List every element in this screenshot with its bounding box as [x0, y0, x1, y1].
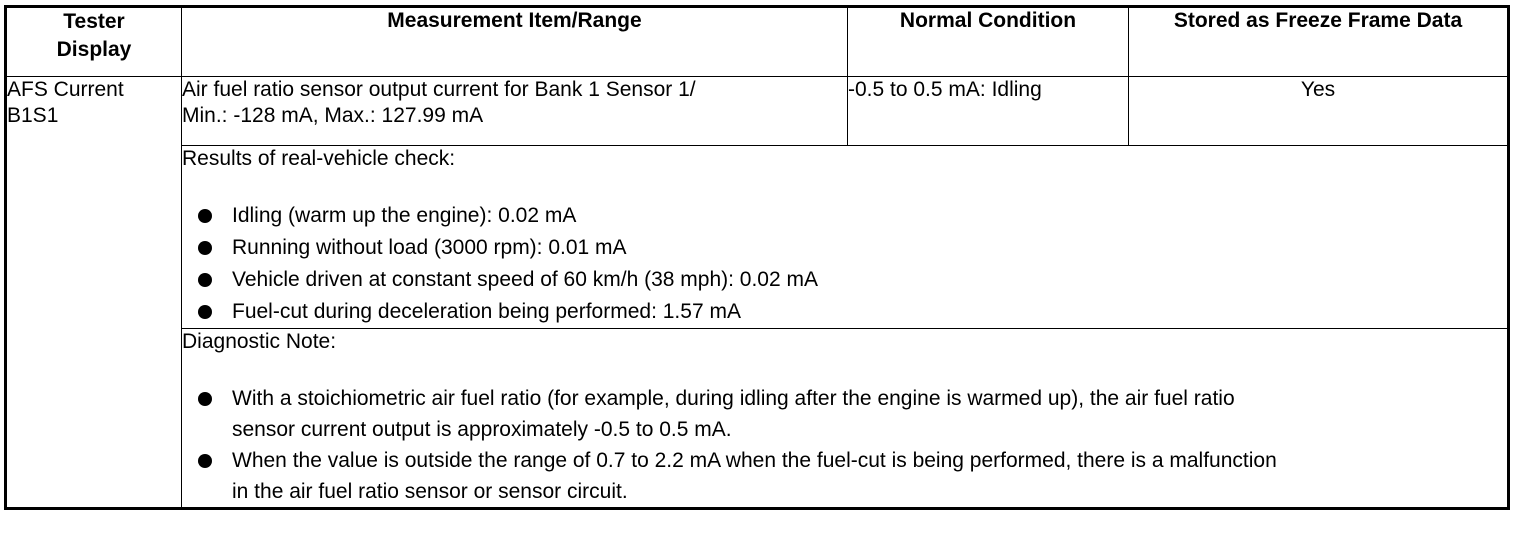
list-item-text: Vehicle driven at constant speed of 60 km/h (38 mph): 0.02 mA: [232, 268, 818, 291]
diagnostic-list: [182, 383, 1507, 507]
spec-table-wrapper: [4, 5, 1510, 510]
list-item: [182, 200, 1507, 232]
list-item: [182, 232, 1507, 264]
bullet-icon: [198, 454, 212, 468]
diagnostic-title: Diagnostic Note:: [182, 330, 337, 353]
results-cell: [182, 146, 1509, 329]
list-item: [182, 383, 1507, 445]
header-measurement-item: Measurement Item/Range: [182, 7, 848, 77]
header-stored-freeze-frame: Stored as Freeze Frame Data: [1129, 7, 1509, 77]
header-tester-display: [6, 7, 182, 77]
measurement-item-cell: [182, 77, 848, 146]
bullet-icon: [198, 392, 212, 406]
diagnostic-cell: [182, 329, 1509, 509]
list-item: [182, 264, 1507, 296]
results-title: Results of real-vehicle check:: [182, 147, 456, 170]
table-row: [6, 77, 1509, 146]
results-list: [182, 200, 1507, 328]
diagnostic-row: [6, 329, 1509, 509]
list-item-text: Running without load (3000 rpm): 0.01 mA: [232, 236, 627, 259]
list-item-text: Idling (warm up the engine): 0.02 mA: [232, 204, 577, 227]
header-normal-condition: Normal Condition: [848, 7, 1129, 77]
list-item-text-line2: sensor current output is approximately -0.5 to 0.5 mA.: [232, 418, 732, 441]
list-item-text-line2: in the air fuel ratio sensor or sensor circuit.: [232, 480, 628, 503]
bullet-icon: [198, 273, 212, 287]
header-row: [6, 7, 1509, 77]
list-item: [182, 445, 1507, 507]
measurement-item-line1: Air fuel ratio sensor output current for Bank 1 Sensor 1/: [182, 78, 696, 101]
bullet-icon: [198, 305, 212, 319]
tester-display-line2: B1S1: [7, 104, 59, 127]
bullet-icon: [198, 209, 212, 223]
header-tester-display-line2: Display: [56, 38, 132, 61]
stored-freeze-frame-cell: Yes: [1129, 77, 1509, 146]
list-item: [182, 296, 1507, 328]
bullet-icon: [198, 241, 212, 255]
measurement-item-line2: Min.: -128 mA, Max.: 127.99 mA: [182, 104, 484, 127]
data-list-table: [4, 5, 1510, 510]
list-item-text-line1: With a stoichiometric air fuel ratio (for example, during idling after the engine is warmed up), the air fuel ratio: [232, 387, 1235, 410]
list-item-text: Fuel-cut during deceleration being performed: 1.57 mA: [232, 300, 741, 323]
normal-condition-cell: -0.5 to 0.5 mA: Idling: [848, 77, 1129, 146]
tester-display-line1: AFS Current: [7, 78, 124, 101]
tester-display-cell: [6, 77, 182, 509]
results-row: [6, 146, 1509, 329]
list-item-text-line1: When the value is outside the range of 0.7 to 2.2 mA when the fuel-cut is being performed, there is a malfunction: [232, 449, 1277, 472]
header-tester-display-line1: Tester: [63, 10, 125, 33]
